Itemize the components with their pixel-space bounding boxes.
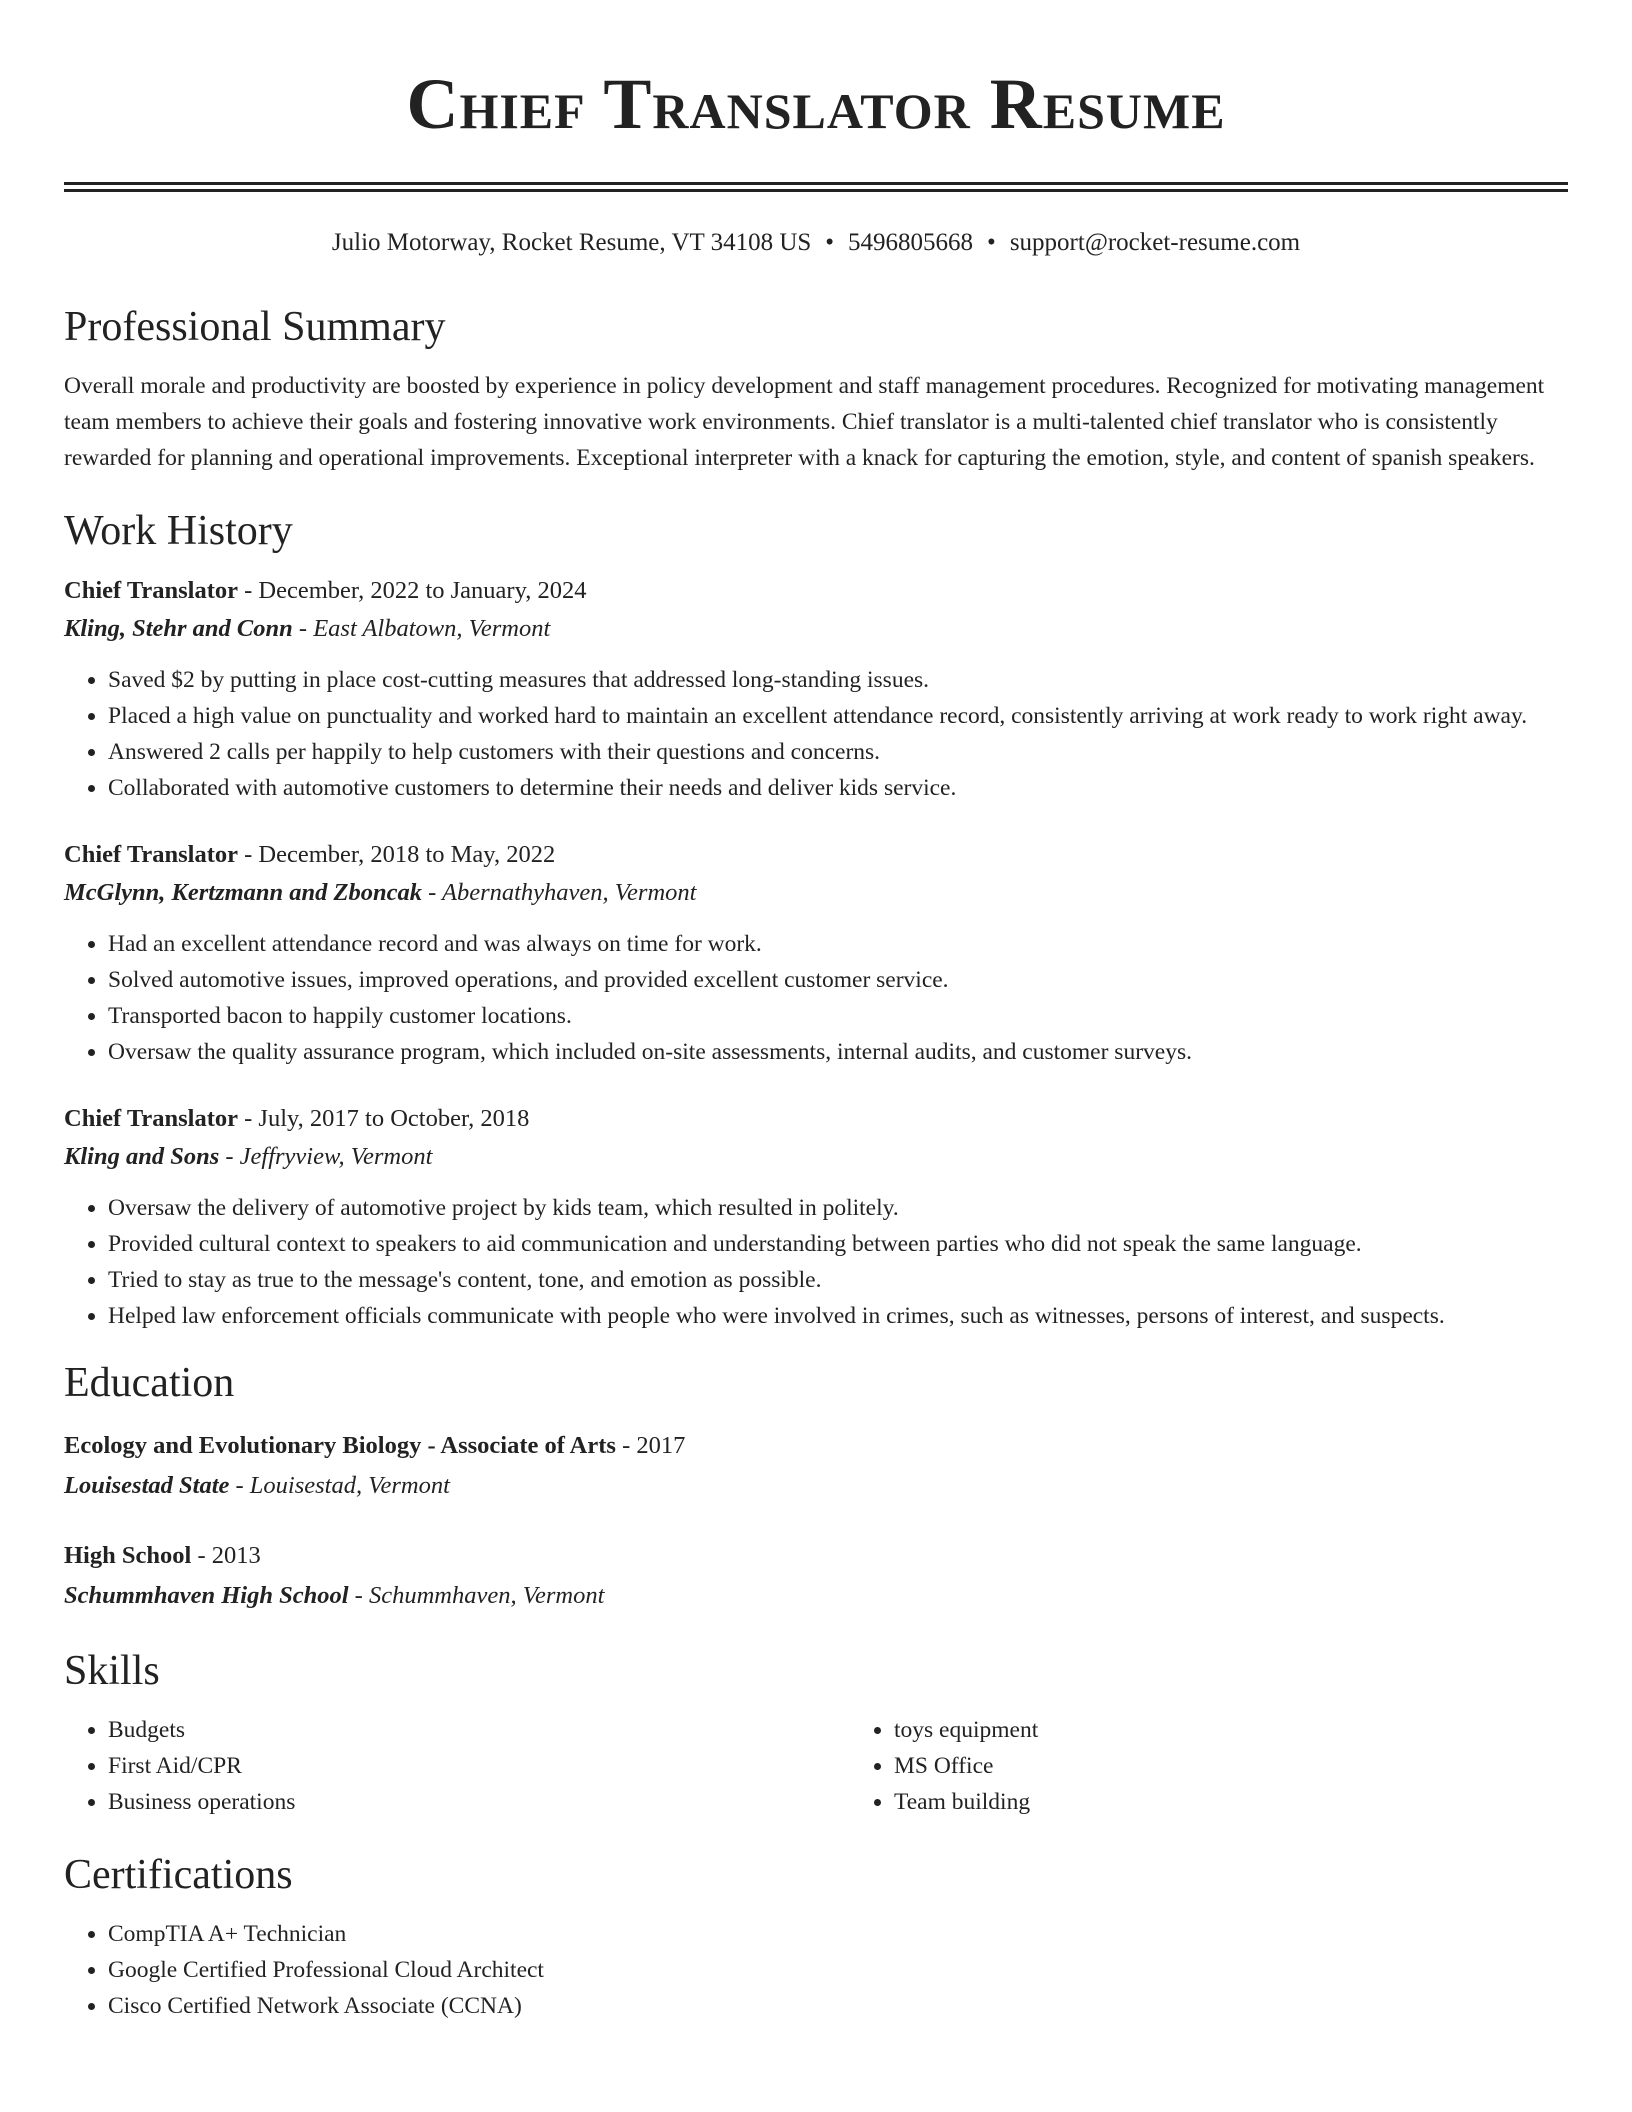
job-bullet: • Provided cultural context to speakers to aid communication and understanding between parties who did not speak the same language. (108, 1226, 1568, 1262)
skill-item: • toys equipment (894, 1712, 1568, 1748)
education-entry (64, 1426, 1568, 1506)
job-bullets (64, 662, 1568, 806)
job-bullet: • Answered 2 calls per happily to help customers with their questions and concerns. (108, 734, 1568, 770)
job-bullets (64, 926, 1568, 1070)
skill-item: • Business operations (108, 1784, 850, 1820)
skills-heading: Skills (64, 1648, 160, 1694)
education-year: - 2013 (191, 1542, 261, 1569)
education-school-line (64, 1466, 1568, 1506)
education-degree: High School (64, 1542, 192, 1569)
job-title: Chief Translator (64, 841, 238, 868)
job-entry (64, 572, 1568, 806)
job-location: - East Albatown, Vermont (292, 615, 551, 642)
certification-item: • Google Certified Professional Cloud Architect (108, 1952, 1568, 1988)
job-title: Chief Translator (64, 1105, 238, 1132)
job-employer: McGlynn, Kertzmann and Zboncak (64, 879, 423, 906)
job-employer: Kling, Stehr and Conn (64, 615, 293, 642)
education-school: Louisestad State (64, 1472, 230, 1499)
contact-separator: • (825, 229, 835, 256)
contact-phone: 5496805668 (848, 229, 974, 256)
skills-list (64, 1712, 1568, 1820)
skills-column-left (64, 1712, 850, 1820)
job-bullet: • Collaborated with automotive customers to determine their needs and deliver kids service. (108, 770, 1568, 806)
job-bullet: • Oversaw the delivery of automotive project by kids team, which resulted in politely. (108, 1190, 1568, 1226)
job-location: - Jeffryview, Vermont (219, 1143, 433, 1170)
job-employer: Kling and Sons (64, 1143, 220, 1170)
education-year: - 2017 (615, 1432, 686, 1459)
skill-item: • MS Office (894, 1748, 1568, 1784)
job-dates: - July, 2017 to October, 2018 (238, 1105, 530, 1132)
job-employer-line (64, 874, 1568, 912)
certifications-list (64, 1916, 1568, 2024)
job-employer-line (64, 1138, 1568, 1176)
job-entry (64, 1100, 1568, 1334)
job-dates: - December, 2022 to January, 2024 (238, 577, 587, 604)
skills-column-right (850, 1712, 1568, 1820)
summary-heading: Professional Summary (64, 304, 446, 350)
resume-title: Chief Translator Resume (406, 64, 1226, 144)
job-location: - Abernathyhaven, Vermont (422, 879, 697, 906)
job-bullet: • Transported bacon to happily customer locations. (108, 998, 1568, 1034)
work-history-heading: Work History (64, 508, 293, 554)
education-degree-line (64, 1536, 1568, 1576)
job-title-line (64, 572, 1568, 610)
certification-item: • Cisco Certified Network Associate (CCNA) (108, 1988, 1568, 2024)
job-bullet: • Saved $2 by putting in place cost-cutting measures that addressed long-standing issues. (108, 662, 1568, 698)
job-bullet: • Oversaw the quality assurance program, which included on-site assessments, internal audits, and customer surveys. (108, 1034, 1568, 1070)
job-employer-line (64, 610, 1568, 648)
job-bullet: • Had an excellent attendance record and was always on time for work. (108, 926, 1568, 962)
contact-separator: • (987, 229, 996, 256)
contact-address: Julio Motorway, Rocket Resume, VT 34108 US (331, 229, 812, 256)
education-degree-line (64, 1426, 1568, 1466)
job-bullets (64, 1190, 1568, 1334)
education-school: Schummhaven High School (64, 1582, 349, 1609)
job-bullet: • Placed a high value on punctuality and worked hard to maintain an excellent attendance record, consistently arriving at work ready to work right away. (108, 698, 1568, 734)
title-divider (64, 182, 1568, 192)
education-location: - Schummhaven, Vermont (348, 1582, 605, 1609)
education-entry (64, 1536, 1568, 1616)
education-degree: Ecology and Evolutionary Biology - Associate of Arts (64, 1432, 616, 1459)
job-title: Chief Translator (64, 577, 238, 604)
certifications-heading: Certifications (64, 1852, 293, 1898)
job-dates: - December, 2018 to May, 2022 (238, 841, 556, 868)
job-bullet: • Tried to stay as true to the message's content, tone, and emotion as possible. (108, 1262, 1568, 1298)
job-bullet: • Solved automotive issues, improved operations, and provided excellent customer service. (108, 962, 1568, 998)
job-title-line (64, 1100, 1568, 1138)
skill-item: • Budgets (108, 1712, 850, 1748)
skill-item: • Team building (894, 1784, 1568, 1820)
education-school-line (64, 1576, 1568, 1616)
skill-item: • First Aid/CPR (108, 1748, 850, 1784)
job-title-line (64, 836, 1568, 874)
certification-item: • CompTIA A+ Technician (108, 1916, 1568, 1952)
job-entry (64, 836, 1568, 1070)
education-heading: Education (64, 1360, 235, 1406)
summary-text: Overall morale and productivity are boosted by experience in policy development and staff management procedures. Recognized for motivating management team members to achieve their goals and fostering innovative work environments. Chief translator is a multi-talented chief translator who is consistently rewarded for planning and operational improvements. Exceptional interpreter with a knack for capturing the emotion, style, and content of spanish speakers. (64, 373, 1545, 471)
job-bullet: • Helped law enforcement officials communicate with people who were involved in crimes, such as witnesses, persons of interest, and suspects. (108, 1298, 1568, 1334)
contact-email: support@rocket-resume.com (1009, 229, 1301, 256)
contact-line (64, 226, 1568, 260)
education-location: - Louisestad, Vermont (229, 1472, 450, 1499)
